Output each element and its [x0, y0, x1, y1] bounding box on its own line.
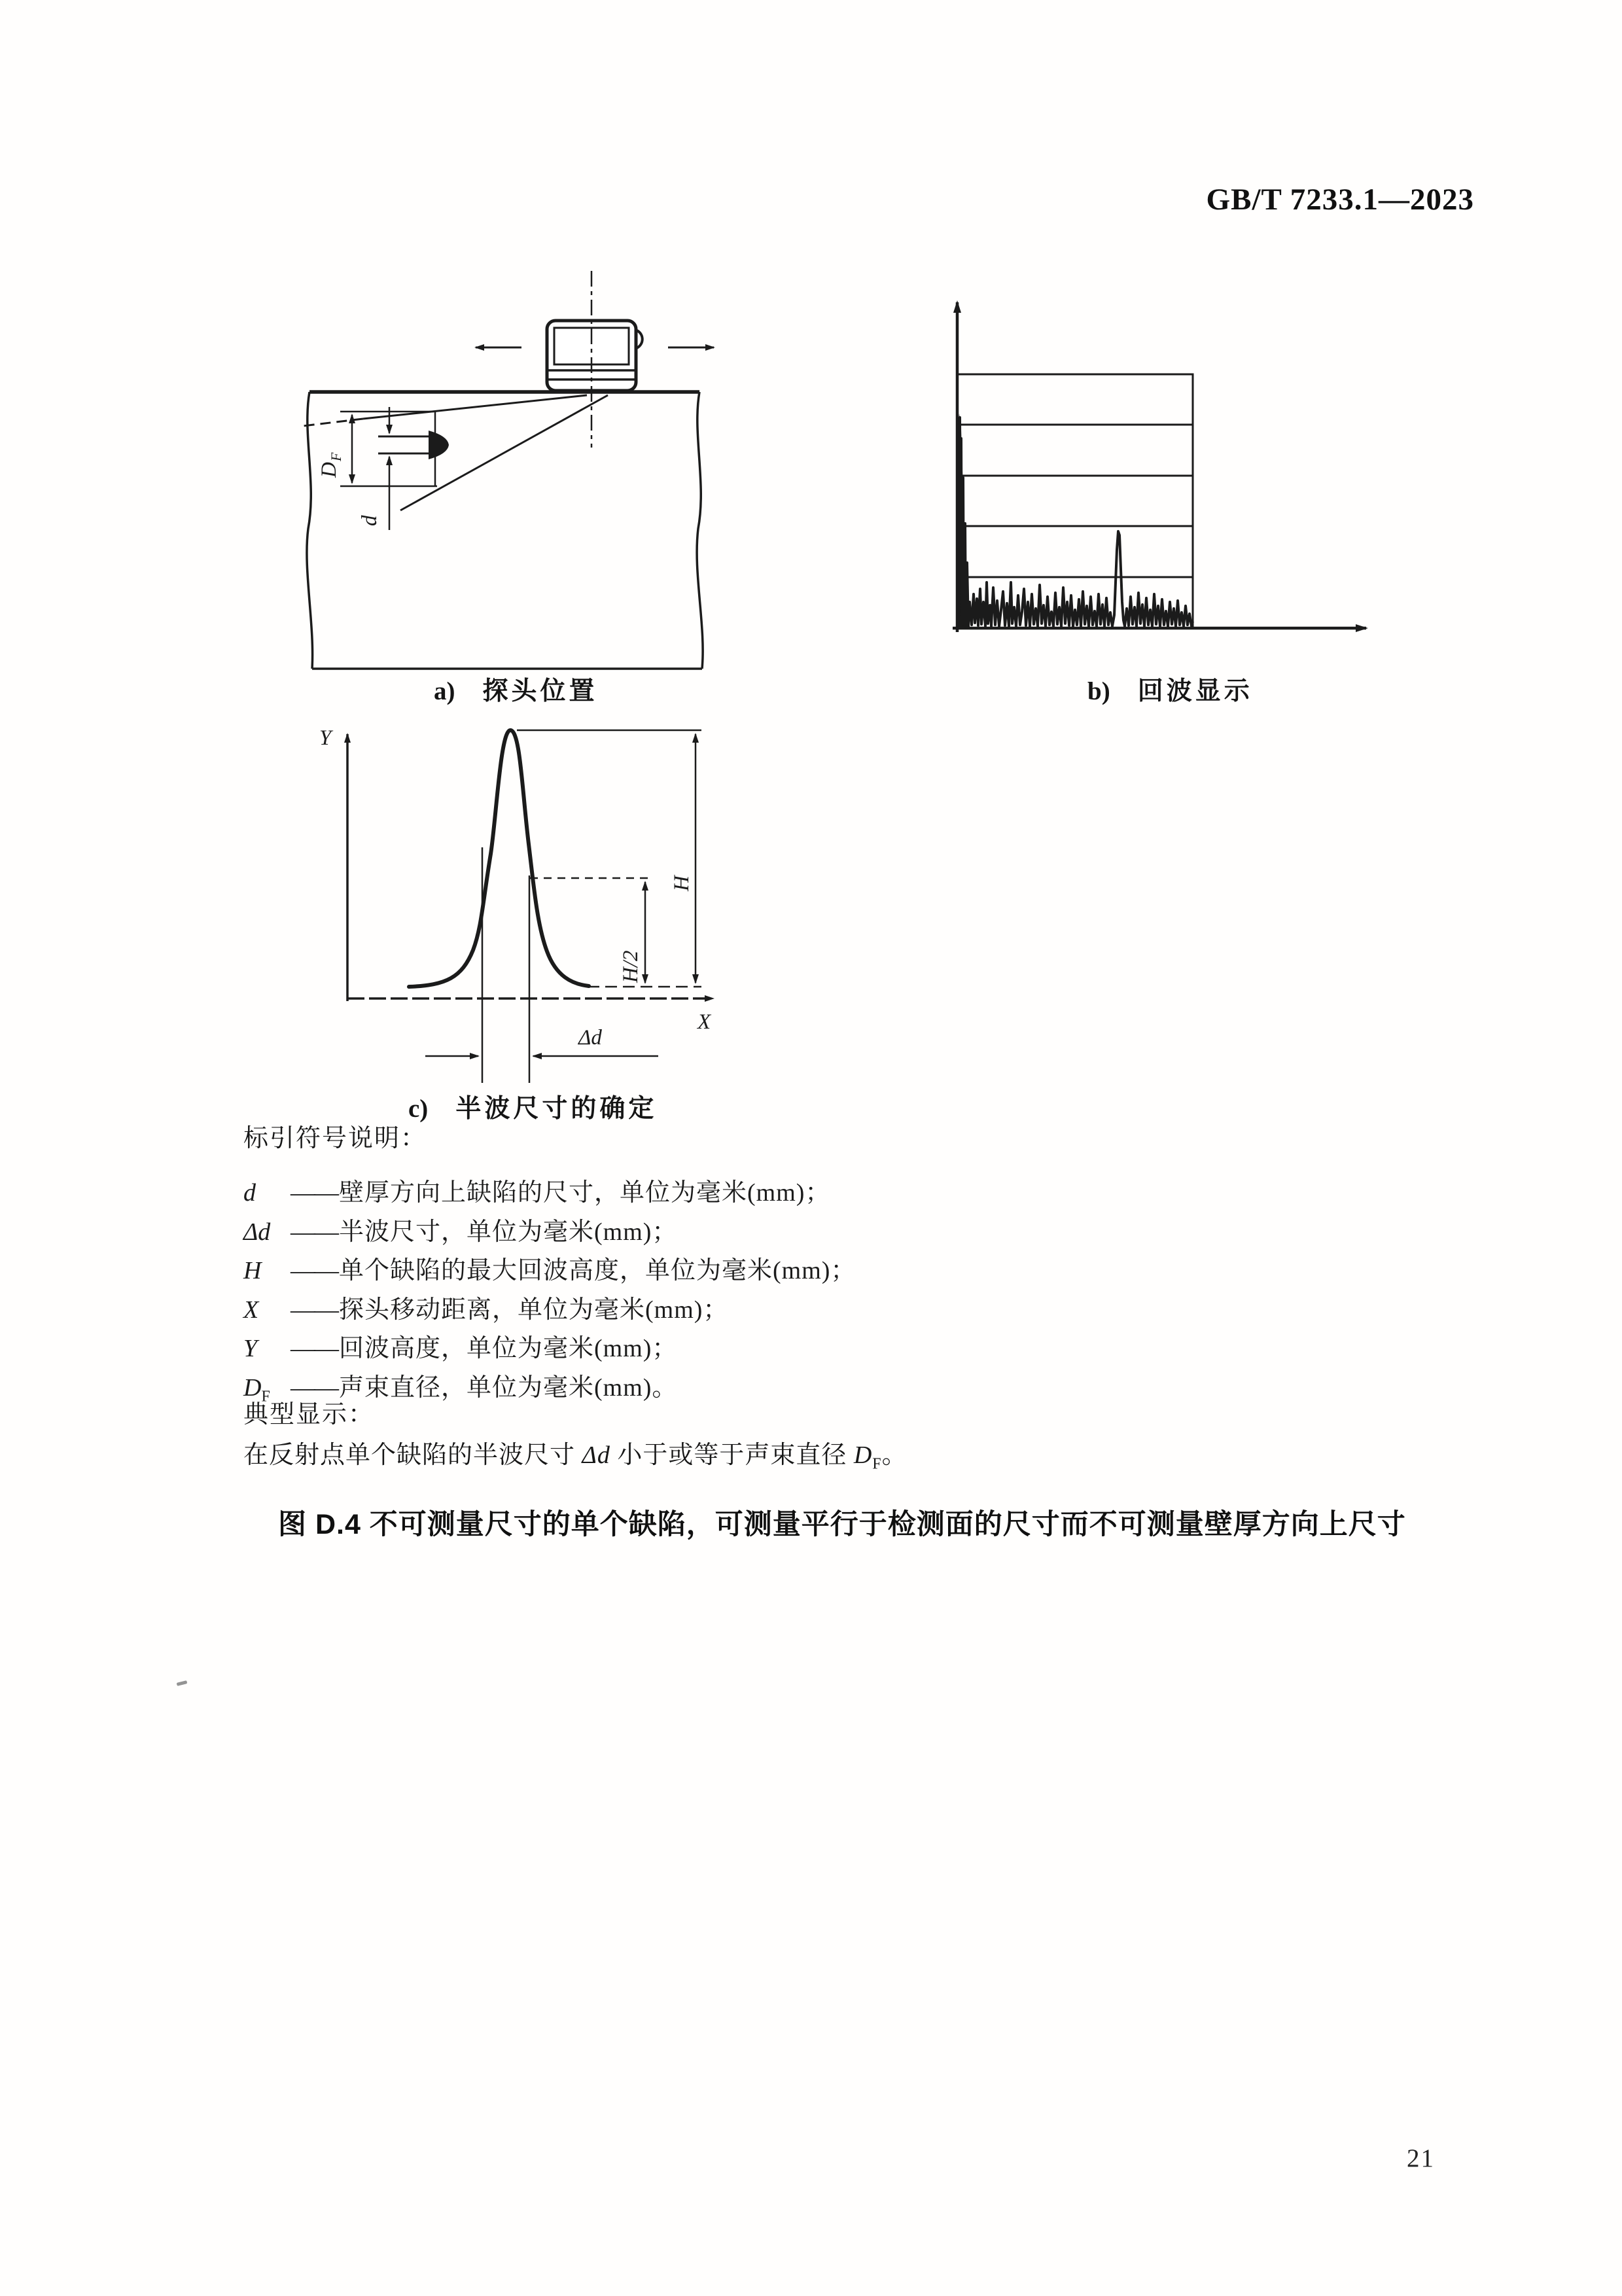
- symbol-legend: [243, 1118, 1388, 1405]
- figure-caption: 图 D.4 不可测量尺寸的单个缺陷，可测量平行于检测面的尺寸而不可测量壁厚方向上尺寸: [278, 1509, 1406, 1540]
- echo-envelope-curve: [409, 730, 589, 987]
- legend-heading: 标引符号说明：: [243, 1125, 427, 1152]
- legend-row-H: H —— 单个缺陷的最大回波高度，单位为毫米(mm)；: [243, 1257, 856, 1284]
- caption-b-prefix: b): [1087, 677, 1110, 705]
- caption-c-prefix: c): [408, 1095, 429, 1123]
- standard-number: GB/T 7233.1—2023: [1206, 183, 1474, 217]
- diagram-b-echo-display: [929, 275, 1387, 641]
- y-axis-label: Y: [319, 726, 332, 750]
- legend-row-delta-d: Δd —— 半波尺寸，单位为毫米(mm)；: [243, 1218, 678, 1246]
- caption-a-title: 探头位置: [482, 677, 598, 705]
- svg-text:H: H: [670, 875, 694, 891]
- legend-row-d: d —— 壁厚方向上缺陷的尺寸，单位为毫米(mm)；: [243, 1179, 831, 1207]
- svg-text:D: D: [317, 462, 341, 478]
- beam-edge-lines: [303, 395, 608, 510]
- caption-b: [1087, 671, 1253, 707]
- screen-axes: [953, 302, 1366, 632]
- legend-row-X: X —— 探头移动距离，单位为毫米(mm)；: [243, 1296, 729, 1324]
- caption-c-title: 半波尺寸的确定: [455, 1095, 658, 1123]
- diagram-c-half-wave-size: [301, 713, 733, 1099]
- legend-row-DF: $D_F$ —— 声束直径，单位为毫米(mm)。: [243, 1373, 678, 1405]
- svg-text:H/2: H/2: [619, 950, 643, 983]
- H-label: [670, 874, 694, 892]
- probe: [547, 321, 643, 391]
- H2-label: [619, 951, 643, 984]
- svg-text:d: d: [358, 515, 381, 526]
- caption-a-prefix: a): [434, 677, 455, 705]
- typical-display-heading: 典型显示：: [243, 1401, 375, 1428]
- diagram-a-probe-position: [298, 267, 723, 676]
- DF-symbol: $D_F$: [853, 1441, 882, 1473]
- caption-a: [434, 671, 598, 707]
- legend-row-Y: Y —— 回波高度，单位为毫米(mm)；: [243, 1335, 678, 1362]
- scan-artifact: [177, 1680, 188, 1686]
- defect-size-label: [358, 515, 381, 526]
- beam-diameter-label: [317, 452, 344, 478]
- delta-d-symbol: Δd: [582, 1441, 610, 1469]
- x-axis-label: X: [697, 1010, 711, 1034]
- dimension-arrows: [425, 734, 696, 1056]
- page-number: 21: [1407, 2144, 1435, 2172]
- defect-blob: [429, 431, 449, 459]
- typical-display-sentence: 在反射点单个缺陷的半波尺寸 Δd 小于或等于声束直径 $D_F$。: [243, 1441, 908, 1473]
- caption-b-title: 回波显示: [1137, 677, 1253, 705]
- svg-text:F: F: [328, 452, 344, 461]
- legend-rows: [243, 1172, 1388, 1405]
- defect-dimensioning: [340, 407, 449, 530]
- test-block-outline: [307, 392, 703, 669]
- echo-signal-trace: [959, 417, 1193, 627]
- delta-d-label: Δd: [578, 1026, 602, 1050]
